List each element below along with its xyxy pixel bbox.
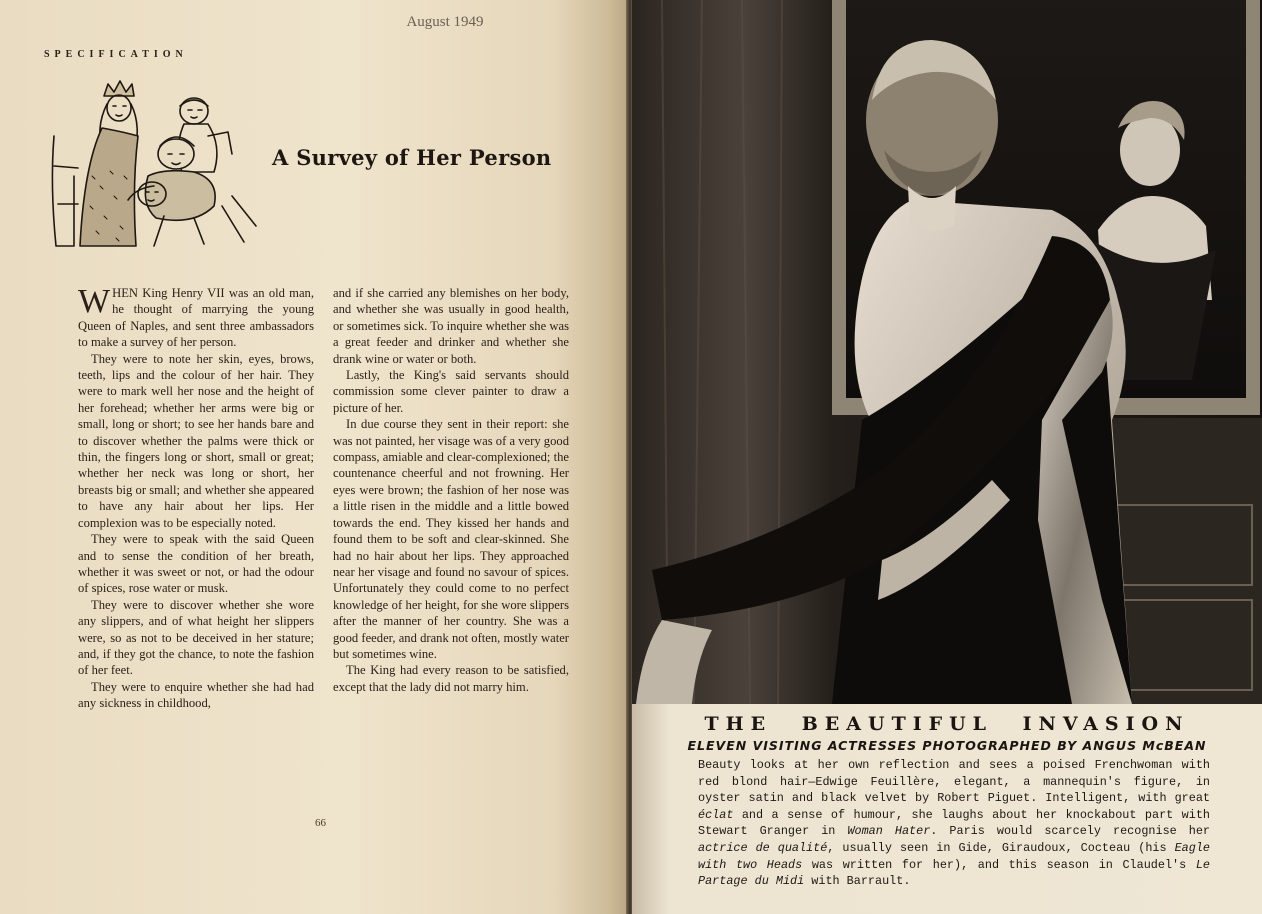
article-title: A Survey of Her Person <box>272 145 552 170</box>
article-column-1 <box>78 285 314 712</box>
caption-text: with Barrault. <box>804 874 911 889</box>
article-column-2 <box>333 285 569 695</box>
drop-cap: W <box>78 283 111 320</box>
article-paragraph <box>78 285 314 351</box>
article-paragraph: The King had every reason to be satisfied, except that the lady did not marry him. <box>333 663 569 694</box>
caption-text: was written for her), and this season in Claudel's <box>802 857 1196 872</box>
actress-mirror-photograph <box>632 0 1262 704</box>
page-number: 66 <box>315 817 326 829</box>
article-paragraph: Lastly, the King's said servants should commission some clever painter to draw a picture of her. <box>333 368 569 415</box>
photo-caption <box>698 757 1210 890</box>
feature-subtitle: ELEVEN VISITING ACTRESSES PHOTOGRAPHED BY ANGUS McBEAN <box>687 738 1207 753</box>
issue-date: August 1949 <box>406 14 484 30</box>
right-page <box>632 0 1262 914</box>
left-page <box>0 0 628 914</box>
caption-italic: Le Partage du Midi <box>698 857 1210 889</box>
caption-text: Beauty looks at her own reflection and sees a poised Frenchwoman with red blond hair—Edwige Feuillère, elegant, a mannequin's figure, in oyster satin and black velvet by Robert Piguet. Intelligent, with great <box>698 758 1210 806</box>
caption-text: . Paris would scarcely recognise her <box>930 824 1211 839</box>
caption-text: and a sense of humour, she laughs about her knockabout part with Stewart Granger in <box>698 807 1210 839</box>
caption-italic: Eagle with two Heads <box>698 840 1210 872</box>
article-paragraph: They were to speak with the said Queen and to sense the condition of her breath, whether it was sweet or not, or had the odour of spices, rose water or musk. <box>78 532 314 596</box>
article-paragraph: In due course they sent in their report: she was not painted, her visage was of a very good compass, amiable and clear-complexioned; the countenance cheerful and not frowning. Her eyes were brown; the fashion of her nose was a little risen in the middle and a little bowed towards the end. They kissed her hands and found them to be soft and clear-skinned. She had no hair about her lips. They approached near her visage and found no savour of spices. Unfortunately they could come to no perfect knowledge of her height, for she wore slippers after the manner of her country. She was a good feeder, and drank not often, mostly water but sometimes wine. <box>333 417 569 661</box>
caption-italic: éclat <box>698 807 734 822</box>
caption-text: , usually seen in Gide, Giraudoux, Cocteau (his <box>827 840 1175 855</box>
caption-italic: Woman Hater <box>847 824 931 839</box>
article-paragraph: They were to enquire whether she had had any sickness in childhood, <box>78 679 314 711</box>
paragraph-text: HEN King Henry VII was an old man, he thought of marrying the young Queen of Naples, and sent three ambassadors to make a survey of her person. <box>78 286 314 350</box>
section-label: SPECIFICATION <box>44 49 188 60</box>
article-paragraph: They were to discover whether she wore any slippers, and of what height her slippers were, so as not to be deceived in her stature; and, if they got the chance, to note the fashion of her feet. <box>78 597 314 678</box>
article-paragraph: and if she carried any blemishes on her body, and whether she was usually in good health, or sometimes sick. To inquire whether she was a great feeder and drinker and whether she drank wine or water or both. <box>333 286 569 366</box>
royal-court-illustration <box>44 76 260 256</box>
caption-italic: actrice de qualité <box>698 840 828 855</box>
article-paragraph: They were to note her skin, eyes, brows, teeth, lips and the colour of her hair. They were to mark well her nose and the height of her forehead; whether her arms were big or small, long or short; to see her hands bare and to discover whether the palms were thick or thin, the fingers long or short, small or great; whether her neck was long or short, her breasts big or small; and whether she appeared to have any hair about her lips. Her complexion was to be especially noted. <box>78 351 314 530</box>
feature-title: THE BEAUTIFUL INVASION <box>704 713 1190 735</box>
